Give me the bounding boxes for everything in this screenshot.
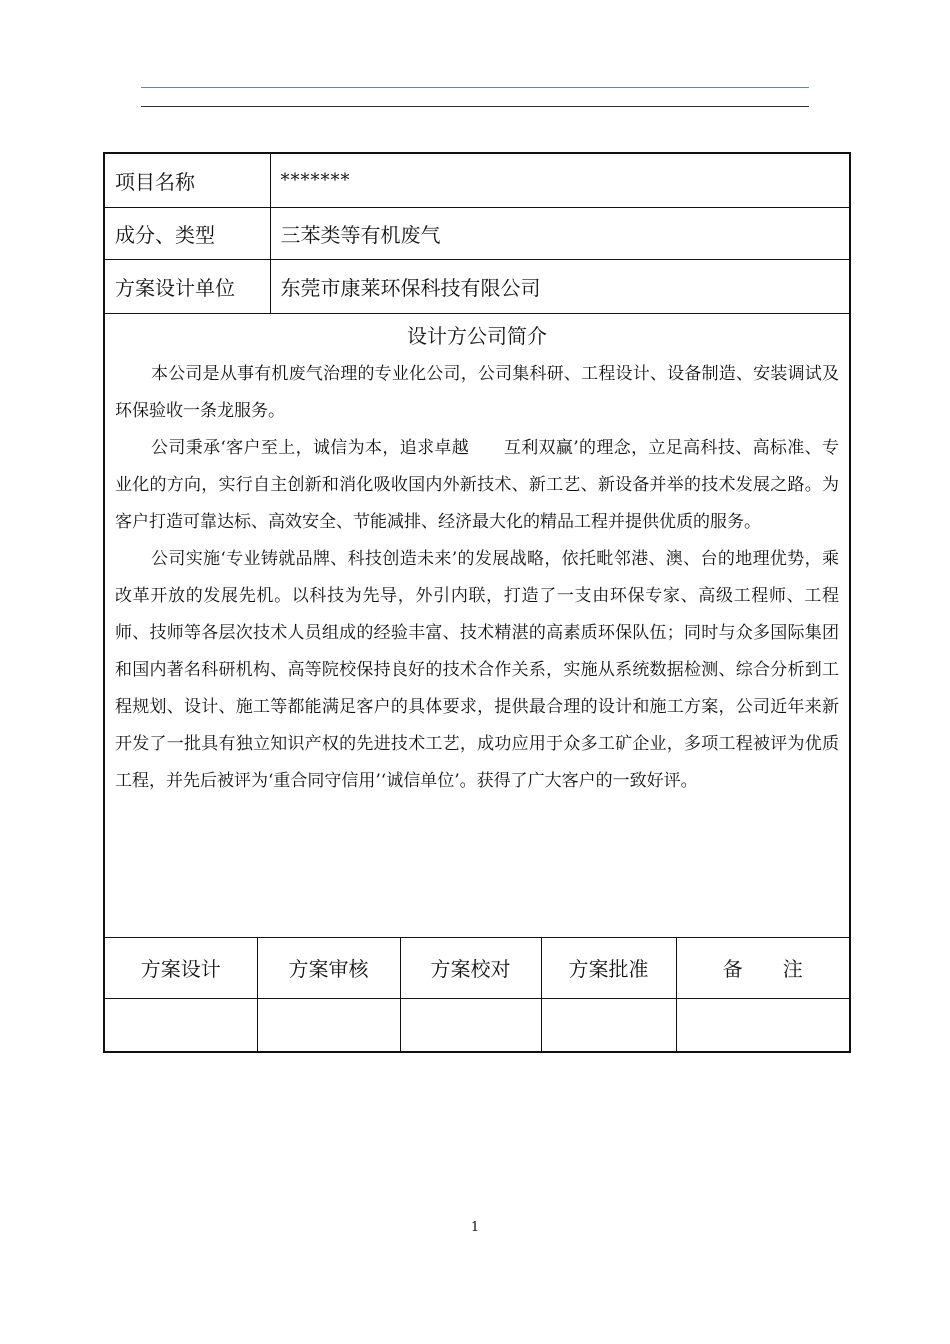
signoff-check: 方案校对	[400, 937, 541, 998]
label-composition: 成分、类型	[104, 207, 270, 259]
value-composition: 三苯类等有机废气	[270, 207, 850, 259]
form-row-design-unit	[104, 259, 850, 313]
header-rule-bottom	[141, 106, 809, 107]
project-form-table	[103, 152, 851, 1053]
company-intro-row	[104, 313, 850, 937]
signoff-remarks: 备 注	[676, 937, 850, 998]
intro-paragraph-1: 本公司是从事有机废气治理的专业化公司，公司集科研、工程设计、设备制造、安装调试及环保验收一条龙服务。	[115, 363, 839, 421]
signoff-review-entry	[257, 998, 400, 1052]
intro-title: 设计方公司简介	[407, 323, 547, 348]
label-design-unit: 方案设计单位	[104, 259, 270, 313]
page-number: 1	[470, 1220, 480, 1235]
signoff-approve-entry	[541, 998, 676, 1052]
form-row-composition	[104, 207, 850, 259]
header-rule-top	[141, 87, 809, 88]
signoff-design: 方案设计	[104, 937, 257, 998]
label-project-name: 项目名称	[104, 153, 270, 207]
value-design-unit: 东莞市康莱环保科技有限公司	[270, 259, 850, 313]
signoff-review: 方案审核	[257, 937, 400, 998]
signoff-entry-row	[104, 998, 850, 1052]
intro-paragraph-3: 公司实施‘专业铸就品牌、科技创造未来’的发展战略，依托毗邻港、澳、台的地理优势，乘改革开放的发展先机。以科技为先导，外引内联，打造了一支由环保专家、高级工程师、工程师、技师等各层次技术人员组成的经验丰富、技术精湛的高素质环保队伍；同时与众多国际集团和国内著名科研机构、高等院校保持良好的技术合作关系，实施从系统数据检测、综合分析到工程规划、设计、施工等都能满足客户的具体要求，提供最合理的设计和施工方案，公司近年来新开发了一批具有独立知识产权的先进技术工艺，成功应用于众多工矿企业，多项工程被评为优质工程，并先后被评为‘重合同守信用’‘诚信单位’。获得了广大客户的一致好评。	[115, 548, 839, 791]
form-row-project-name	[104, 153, 850, 207]
intro-paragraph-2: 公司秉承‘客户至上，诚信为本，追求卓越 互利双赢’的理念，立足高科技、高标准、专业化的方向，实行自主创新和消化吸收国内外新技术、新工艺、新设备并举的技术发展之路。为客户打造可靠达标、高效安全、节能减排、经济最大化的精品工程并提供优质的服务。	[115, 437, 839, 532]
signoff-approve: 方案批准	[541, 937, 676, 998]
signoff-design-entry	[104, 998, 257, 1052]
signoff-check-entry	[400, 998, 541, 1052]
value-project-name: *******	[270, 153, 850, 207]
signoff-remarks-entry	[676, 998, 850, 1052]
signoff-header-row	[104, 937, 850, 998]
company-intro-cell	[104, 313, 850, 937]
